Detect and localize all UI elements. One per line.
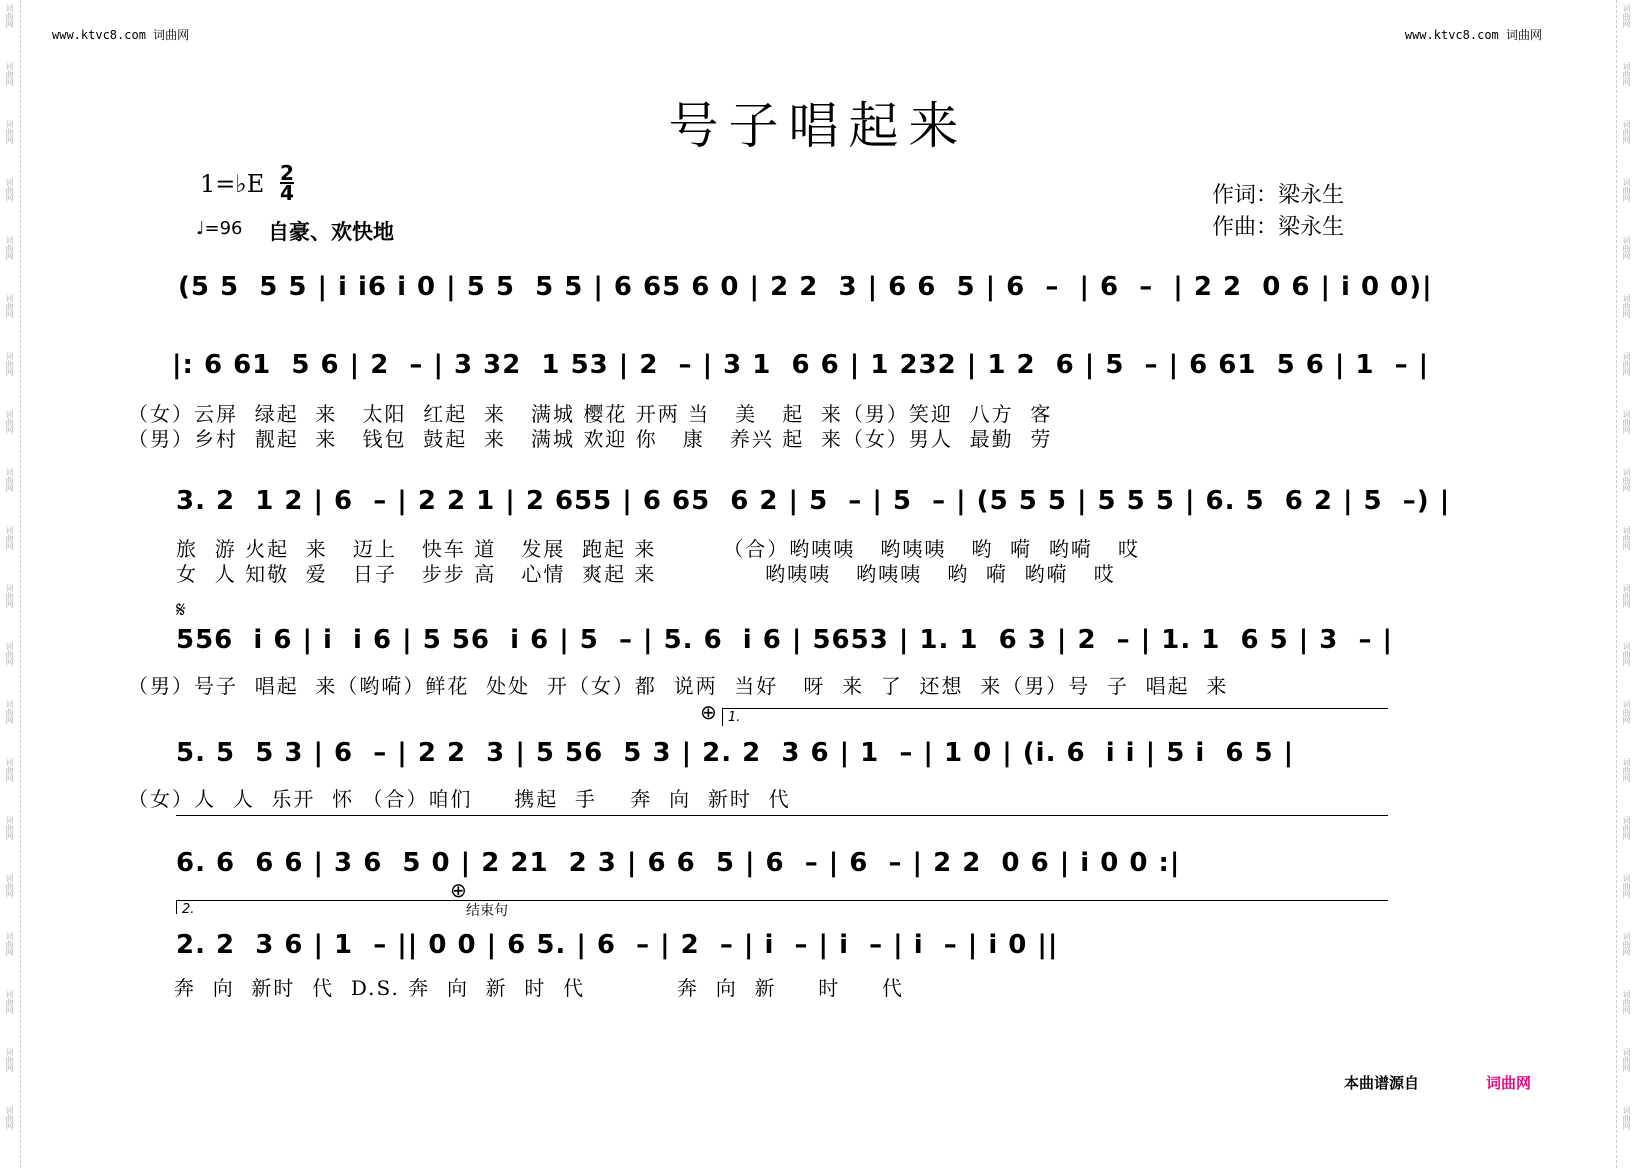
lyrics-row-7: 奔 向 新时 代 D.S. 奔 向 新 时 代 奔 向 新 时 代 bbox=[174, 976, 905, 1000]
lyrics-row-4: （男）号子 唱起 来（哟嗬）鲜花 处处 开（女）都 说两 当好 呀 来 了 还想 来（男）号 子 唱起 来 bbox=[128, 674, 1229, 698]
side-watermark: 词曲网 bbox=[5, 932, 14, 956]
key-signature: 1=♭E bbox=[200, 170, 265, 198]
side-watermark: 词曲网 bbox=[1622, 700, 1631, 724]
lyrics-row-2-verse-2: （男）乡村 靓起 来 钱包 鼓起 来 满城 欢迎 你 康 养兴 起 来（女）男人 最勤 劳 bbox=[128, 427, 1053, 451]
side-watermark: 词曲网 bbox=[1622, 294, 1631, 318]
lyrics-row-2-verse-1: （女）云屏 绿起 来 太阳 红起 来 满城 樱花 开两 当 美 起 来（男）笑迎 八方 客 bbox=[128, 402, 1053, 426]
right-margin-strip bbox=[1616, 0, 1637, 1168]
footer-brand[interactable]: 词曲网 bbox=[1486, 1074, 1532, 1092]
time-signature-top: 2 bbox=[280, 161, 294, 185]
side-watermark: 词曲网 bbox=[1622, 236, 1631, 260]
side-watermark: 词曲网 bbox=[5, 816, 14, 840]
side-watermark: 词曲网 bbox=[1622, 352, 1631, 376]
side-watermark: 词曲网 bbox=[5, 468, 14, 492]
side-watermark: 词曲网 bbox=[1622, 1048, 1631, 1072]
side-watermark: 词曲网 bbox=[5, 642, 14, 666]
side-watermark: 词曲网 bbox=[1622, 62, 1631, 86]
side-watermark: 词曲网 bbox=[1622, 642, 1631, 666]
staff-row-2: |: 6 61 5 6 | 2 – | 3 32 1 53 | 2 – | 3 1 6 6 | 1 232 | 1 2 6 | 5 – | 6 61 5 6 | 1 – | bbox=[172, 350, 1430, 380]
coda-sign-1: ⊕ bbox=[700, 700, 717, 724]
side-watermark: 词曲网 bbox=[1622, 816, 1631, 840]
side-watermark: 词曲网 bbox=[5, 526, 14, 550]
lyrics-row-3-verse-2: 女 人 知敬 爱 日子 步步 高 心情 爽起 来 哟咦咦 哟咦咦 哟 嗬 哟嗬 哎 bbox=[176, 562, 1116, 586]
side-watermark: 词曲网 bbox=[1622, 410, 1631, 434]
time-signature bbox=[280, 161, 294, 205]
volta-2-label: 2. bbox=[182, 902, 195, 917]
side-watermark: 词曲网 bbox=[1622, 758, 1631, 782]
side-watermark: 词曲网 bbox=[1622, 932, 1631, 956]
side-watermark: 词曲网 bbox=[5, 352, 14, 376]
row-6-top-rule bbox=[176, 815, 1388, 816]
lyricist-credit: 作词：梁永生 bbox=[1212, 183, 1345, 208]
side-watermark: 词曲网 bbox=[1622, 526, 1631, 550]
segno-sign: 𝄋 bbox=[176, 598, 186, 623]
staff-row-3: 3. 2 1 2 | 6 – | 2 2 1 | 2 655 | 6 65 6 2 | 5 – | 5 – | (5 5 5 | 5 5 5 | 6. 5 6 2 | 5 –) | bbox=[176, 486, 1451, 516]
side-watermark: 词曲网 bbox=[1622, 178, 1631, 202]
composer-credit: 作曲：梁永生 bbox=[1212, 215, 1345, 240]
side-watermark: 词曲网 bbox=[5, 1048, 14, 1072]
side-watermark: 词曲网 bbox=[1622, 120, 1631, 144]
side-watermark: 词曲网 bbox=[5, 758, 14, 782]
lyrics-row-5: （女）人 人 乐开 怀 （合）咱们 携起 手 奔 向 新时 代 bbox=[128, 787, 791, 811]
side-watermark: 词曲网 bbox=[5, 584, 14, 608]
coda-sign-2: ⊕ bbox=[450, 878, 467, 902]
side-watermark: 词曲网 bbox=[5, 294, 14, 318]
volta-2-line bbox=[176, 900, 1388, 901]
volta-1-line bbox=[722, 708, 1388, 709]
time-signature-bottom: 4 bbox=[280, 181, 294, 205]
ending-label: 结束句 bbox=[466, 903, 508, 919]
staff-row-5: 5. 5 5 3 | 6 – | 2 2 3 | 5 56 5 3 | 2. 2 3 6 | 1 – | 1 0 | (i. 6 i i | 5 i 6 5 | bbox=[176, 738, 1295, 768]
side-watermark: 词曲网 bbox=[5, 4, 14, 28]
side-watermark: 词曲网 bbox=[1622, 4, 1631, 28]
side-watermark: 词曲网 bbox=[1622, 584, 1631, 608]
side-watermark: 词曲网 bbox=[5, 178, 14, 202]
header-left-site[interactable]: www.ktvc8.com 词曲网 bbox=[52, 28, 190, 42]
side-watermark: 词曲网 bbox=[5, 410, 14, 434]
left-margin-strip bbox=[0, 0, 21, 1168]
side-watermark: 词曲网 bbox=[1622, 874, 1631, 898]
side-watermark: 词曲网 bbox=[1622, 990, 1631, 1014]
side-watermark: 词曲网 bbox=[5, 990, 14, 1014]
side-watermark: 词曲网 bbox=[5, 120, 14, 144]
side-watermark: 词曲网 bbox=[5, 700, 14, 724]
side-watermark: 词曲网 bbox=[1622, 468, 1631, 492]
side-watermark: 词曲网 bbox=[5, 236, 14, 260]
tempo-mark: ♩=96 bbox=[196, 218, 243, 239]
side-watermark: 词曲网 bbox=[5, 1106, 14, 1130]
footer-source: 本曲谱源自 bbox=[1344, 1074, 1420, 1092]
staff-row-7: 2. 2 3 6 | 1 – || 0 0 | 6 5. | 6 – | 2 – | i – | i – | i – | i 0 || bbox=[176, 930, 1059, 960]
staff-row-6: 6. 6 6 6 | 3 6 5 0 | 2 21 2 3 | 6 6 5 | 6 – | 6 – | 2 2 0 6 | i 0 0 :| bbox=[176, 848, 1181, 878]
side-watermark: 词曲网 bbox=[5, 62, 14, 86]
staff-row-1: (5 5 5 5 | i i6 i 0 | 5 5 5 5 | 6 65 6 0 | 2 2 3 | 6 6 5 | 6 – | 6 – | 2 2 0 6 | i 0 0)| bbox=[178, 272, 1433, 302]
side-watermark: 词曲网 bbox=[5, 874, 14, 898]
lyrics-row-3-verse-1: 旅 游 火起 来 迈上 快车 道 发展 跑起 来 （合）哟咦咦 哟咦咦 哟 嗬 哟嗬 哎 bbox=[176, 537, 1140, 561]
volta-2-hook bbox=[176, 900, 177, 914]
volta-1-hook bbox=[722, 708, 723, 726]
staff-row-4: 556 i 6 | i i 6 | 5 56 i 6 | 5 – | 5. 6 i 6 | 5653 | 1. 1 6 3 | 2 – | 1. 1 6 5 | 3 – | bbox=[176, 625, 1394, 655]
mood-mark: 自豪、欢快地 bbox=[268, 220, 394, 244]
volta-1-label: 1. bbox=[728, 710, 741, 725]
side-watermark: 词曲网 bbox=[1622, 1106, 1631, 1130]
song-title: 号子唱起来 bbox=[668, 97, 969, 155]
header-right-site[interactable]: www.ktvc8.com 词曲网 bbox=[1404, 28, 1542, 42]
